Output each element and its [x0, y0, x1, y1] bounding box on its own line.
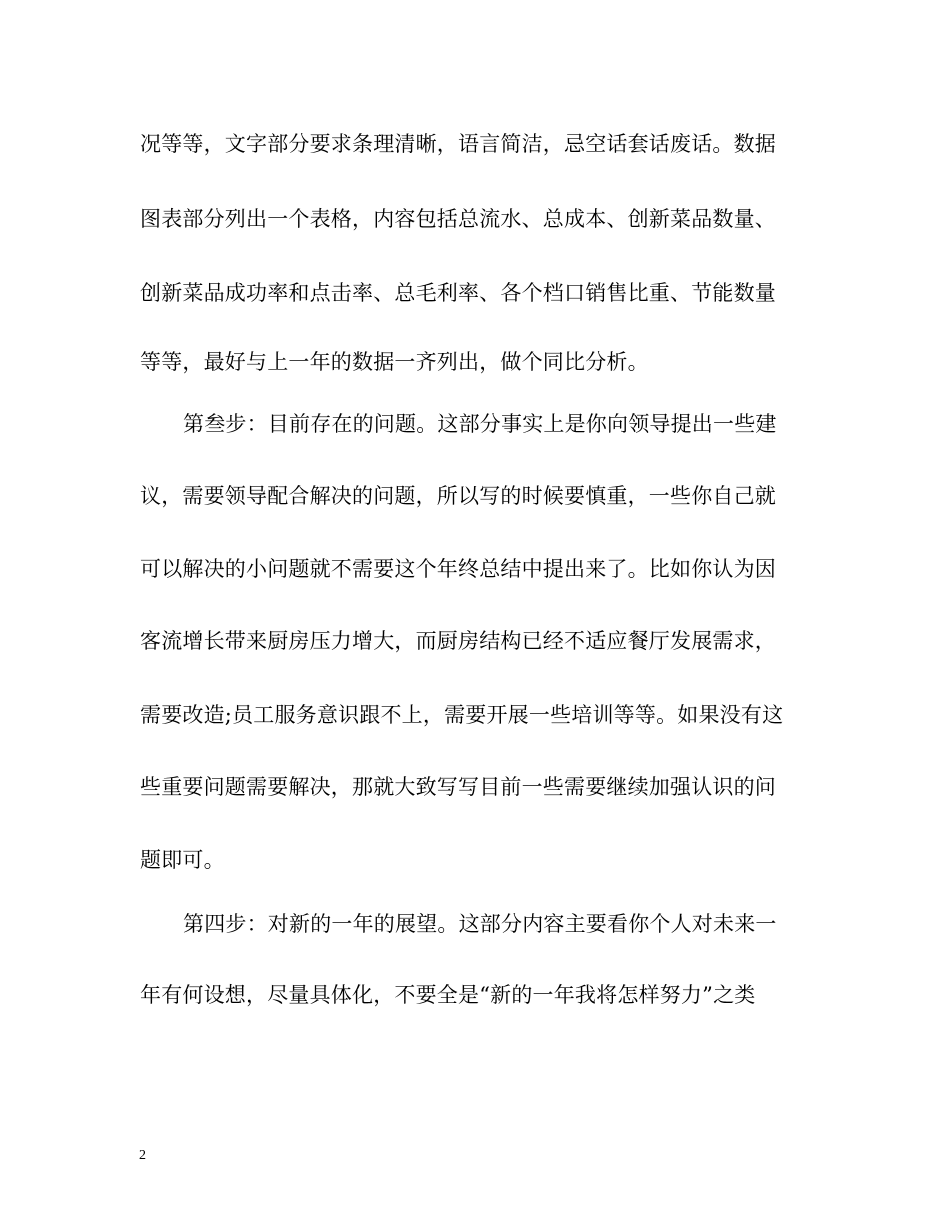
section-step-three-start: 第叁步：目前存在的问题。这部分事实上是你向领导提出一些建 [183, 412, 777, 436]
body-text-line: 可以解决的小问题就不需要这个年终总结中提出来了。比如你认为因 [140, 557, 776, 581]
body-text-line: 创新菜品成功率和点击率、总毛利率、各个档口销售比重、节能数量 [140, 281, 776, 305]
body-text-line: 况等等，文字部分要求条理清晰，语言简洁，忌空话套话废话。数据 [140, 132, 776, 156]
body-text-line: 议，需要领导配合解决的问题，所以写的时候要慎重，一些你自己就 [140, 484, 776, 508]
body-text-line: 需要改造;员工服务意识跟不上，需要开展一些培训等等。如果没有这 [140, 703, 784, 727]
body-text-line: 些重要问题需要解决，那就大致写写目前一些需要继续加强认识的问 [140, 775, 776, 799]
page-number: 2 [139, 1148, 146, 1163]
body-text-line: 图表部分列出一个表格，内容包括总流水、总成本、创新菜品数量、 [140, 207, 776, 231]
body-text-line: 年有何设想，尽量具体化，不要全是“新的一年我将怎样努力”之类 [140, 983, 756, 1007]
body-text-line: 客流增长带来厨房压力增大，而厨房结构已经不适应餐厅发展需求， [140, 629, 776, 653]
section-step-four-start: 第四步：对新的一年的展望。这部分内容主要看你个人对未来一 [183, 912, 777, 936]
body-text-line: 等等，最好与上一年的数据一齐列出，做个同比分析。 [140, 350, 649, 374]
body-text-line: 题即可。 [140, 848, 225, 872]
